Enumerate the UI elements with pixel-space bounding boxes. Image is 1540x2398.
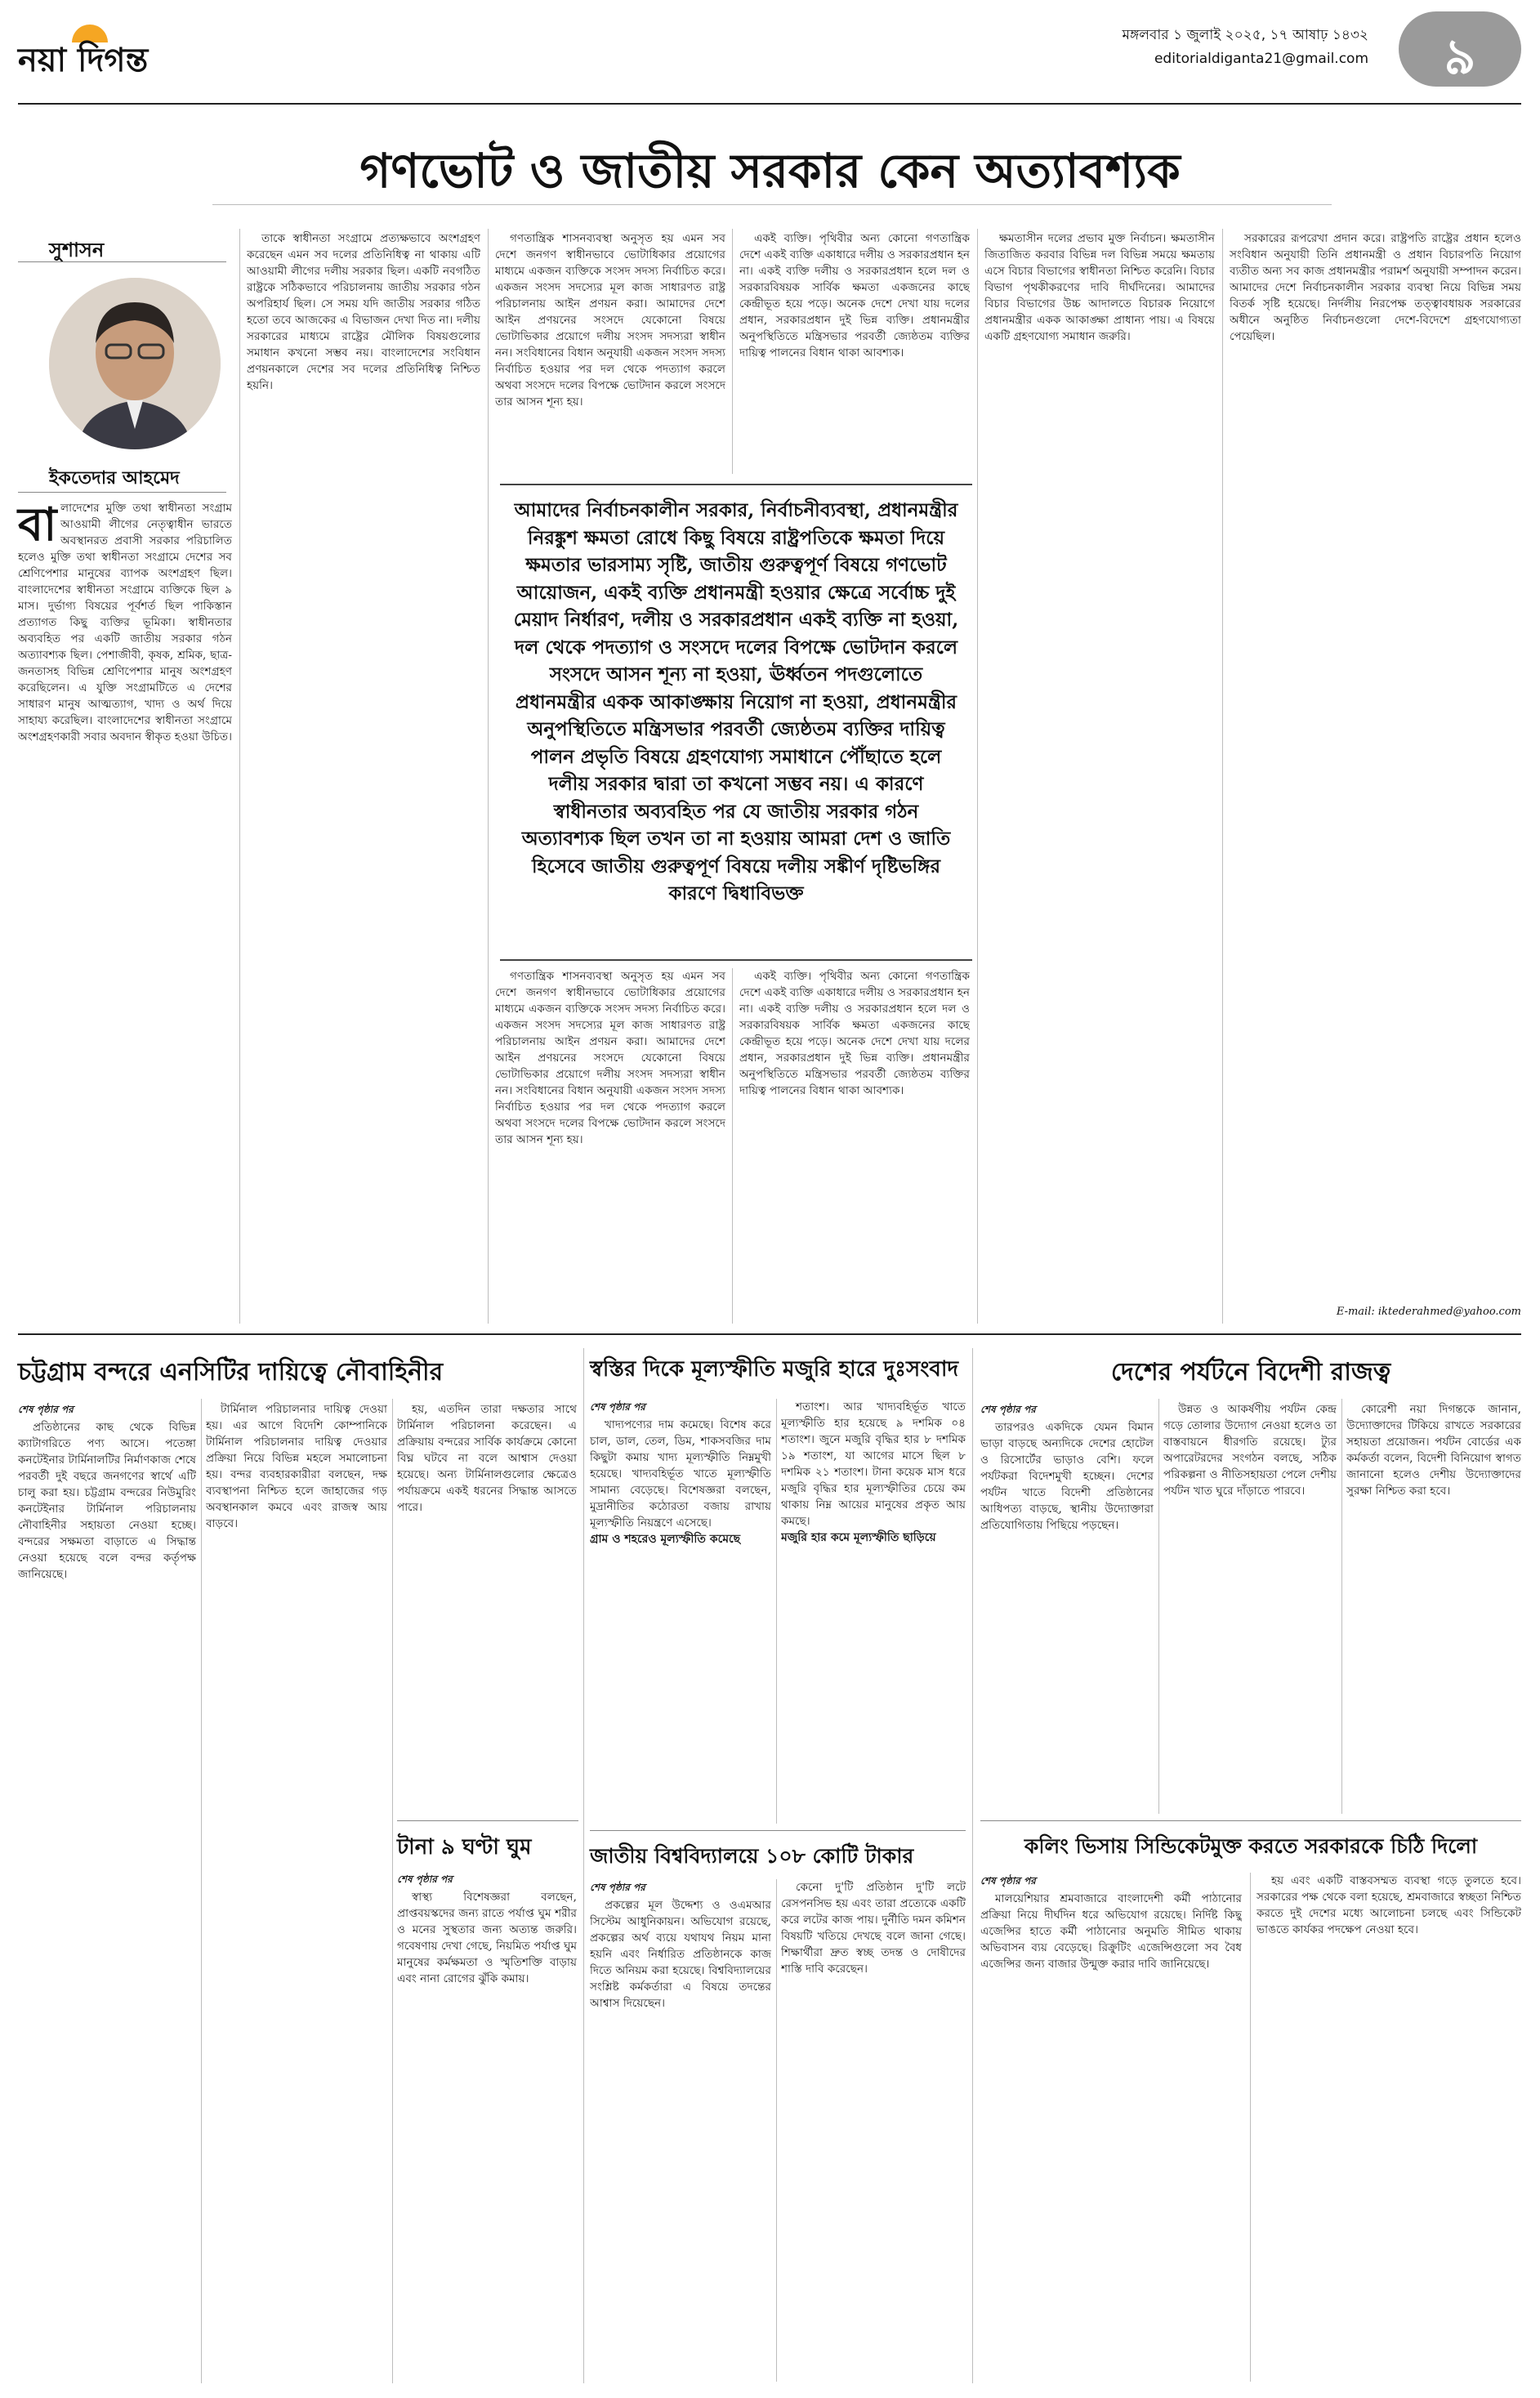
column-divider xyxy=(732,968,733,1324)
section-rule xyxy=(18,1333,1521,1335)
pull-quote: আমাদের নির্বাচনকালীন সরকার, নির্বাচনীব্যবস্থা, প্রধানমন্ত্রীর নিরঙ্কুশ ক্ষমতা রোধে কিছু বিষয়ে রাষ্ট্রপতিকে ক্ষমতা দিয়ে ক্ষমতার ভারসাম্য সৃষ্টি, জাতীয় গুরুত্বপূর্ণ বিষয়ে গণভোট আয়োজন, একই ব্যক্তি প্রধানমন্ত্রী হওয়ার ক্ষেত্রে সর্বোচ্চ দুই মেয়াদ নির্ধারণ, দলীয় ও সরকারপ্রধান একই ব্যক্তি না হওয়া, দল থেকে পদত্যাগ ও সংসদে দলের বিপক্ষে ভোটদান করলে সংসদে আসন শূন্য না হওয়া, ঊর্ধ্বতন পদগুলোতে প্রধানমন্ত্রীর একক আকাঙ্ক্ষায় নিয়োগ না হওয়া, প্রধানমন্ত্রীর অনুপস্থিতিতে মন্ত্রিসভার পরবর্তী জ্যেষ্ঠতম ব্যক্তির দায়িত্ব পালন প্রভৃতি বিষয়ে গ্রহণযোগ্য সমাধানে পৌঁছাতে হলে দলীয় সরকার দ্বারা তা কখনো সম্ভব নয়। এ কারণে স্বাধীনতার অব্যবহিত পর যে জাতীয় সরকার গঠন অত্যাবশ্যক ছিল তখন তা না হওয়ায় আমরা দেশ ও জাতি হিসেবে জাতীয় গুরুত্বপূর্ণ বিষয়ে দলীয় সঙ্কীর্ণ দৃষ্টিভঙ্গির কারণে দ্বিধাবিভক্ত xyxy=(513,499,959,904)
article-text: তাকে স্বাধীনতা সংগ্রামে প্রত্যক্ষভাবে অংশগ্রহণ করেছেন এমন সব দলের প্রতিনিধিত্ব না থাকায় এটি আওয়ামী লীগের দলীয় সরকার ছিল। একটি নবগঠিত রাষ্ট্রকে সঠিকভাবে পরিচালনায় জাতীয় সরকার গঠন অপরিহার্য ছিল। সে সময় যদি জাতীয় সরকার গঠিত হতো তবে আজকের এ বিভাজন দেখা দিত না। দলীয় সরকারের মাধ্যমে রাষ্ট্রের মৌলিক বিষয়গুলোর সমাধান কখনো সম্ভব নয়। বাংলাদেশের সংবিধান প্রণয়নকালে দেশের সব দলের প্রতিনিধিত্ব নিশ্চিত হয়নি। xyxy=(247,232,480,392)
news-text: উন্নত ও আকর্ষণীয় পর্যটন কেন্দ্র গড়ে তোলার উদ্যোগ নেওয়া হলেও তা বাস্তবায়নে ধীরগতি রয়েছে। ট্যুর অপারেটরদের সংগঠন বলছে, সঠিক পরিকল্পনা ও নীতিসহায়তা পেলে দেশীয় পর্যটন খাত ঘুরে দাঁড়াতে পারবে। xyxy=(1163,1403,1337,1498)
column-divider xyxy=(1158,1399,1159,1814)
date-line: মঙ্গলবার ১ জুলাই ২০২৫, ১৭ আষাঢ় ১৪৩২ xyxy=(1122,27,1368,43)
article-text: একই ব্যক্তি। পৃথিবীর অন্য কোনো গণতান্ত্রিক দেশে একই ব্যক্তি একাধারে দলীয় ও সরকারপ্রধান হন না। একই ব্যক্তি দলীয় ও সরকারপ্রধান হলে দল ও সরকারবিষয়ক সার্বিক ক্ষমতা একজনের কাছে কেন্দ্রীভূত হয়ে পড়ে। অনেক দেশে দেখা যায় দলের প্রধান, সরকারপ্রধান দুই ভিন্ন ব্যক্তি। প্রধানমন্ত্রীর অনুপস্থিতিতে মন্ত্রিসভার পরবর্তী জ্যেষ্ঠতম ব্যক্তির দায়িত্ব পালনের বিধান থাকা আবশ্যক। xyxy=(739,970,970,1097)
news-text: টার্মিনাল পরিচালনার দায়িত্ব দেওয়া হয়। এর আগে বিদেশি কোম্পানিকে টার্মিনাল পরিচালনার দায়িত্ব দেওয়ার প্রক্রিয়া নিয়ে বিভিন্ন মহলে সমালোচনা হয়। বন্দর ব্যবহারকারীরা বলছেন, দক্ষ ব্যবস্থাপনা নিশ্চিত হলে জাহাজের গড় অবস্থানকাল কমবে এবং রাজস্ব আয় বাড়বে। xyxy=(206,1403,387,1530)
news-headline-visa[interactable]: কলিং ভিসায় সিন্ডিকেটমুক্ত করতে সরকারকে চিঠি দিলো xyxy=(1024,1834,1478,1858)
article-column-3b xyxy=(495,968,725,1321)
article-text: ক্ষমতাসীন দলের প্রভাব মুক্ত নির্বাচন। ক্ষমতাসীন জিতাজিত করবার বিভিন্ন দল বিভিন্ন সময়ে ক্ষমতায় এসে বিচার বিভাগের স্বাধীনতা নিশ্চিত করেনি। বিচার বিভাগ পৃথকীকরণের দাবি দীর্ঘদিনের। আমাদের বিচার বিভাগের উচ্চ আদালতে বিচারক নিয়োগে প্রধানমন্ত্রীর একক আকাঙ্ক্ষা প্রাধান্য পায়। এ বিষয়ে একটি গ্রহণযোগ্য সমাধান জরুরি। xyxy=(984,232,1215,343)
news-inflation-col-1 xyxy=(590,1399,771,1824)
drop-cap: বা xyxy=(18,498,57,551)
news-text: শতাংশ। আর খাদ্যবহির্ভূত খাতে মূল্যস্ফীতি হার হয়েছে ৯ দশমিক ০৪ শতাংশ। জুনে মজুরি বৃদ্ধির হার ৮ দশমিক ১৯ শতাংশ, যা আগের মাসে ছিল ৮ দশমিক ২১ শতাংশ। টানা কয়েক মাস ধরে মজুরি বৃদ্ধির হার মূল্যস্ফীতির চেয়ে কম থাকায় নিম্ন আয়ের মানুষের প্রকৃত আয় কমছে। xyxy=(781,1400,966,1528)
newspaper-logo[interactable] xyxy=(18,16,222,79)
column-divider xyxy=(392,1399,393,2383)
article-text: সরকারের রূপরেখা প্রদান করে। রাষ্ট্রপতি রাষ্ট্রের প্রধান হলেও সংবিধান অনুযায়ী তিনি প্রধানমন্ত্রী ও প্রধান বিচারপতি নিয়োগ ব্যতীত অন্য সব কাজ প্রধানমন্ত্রীর পরামর্শ অনুযায়ী সম্পাদন করেন। আমাদের দেশে নির্বাচনকালীন সরকার ব্যবস্থা নিয়ে বিভিন্ন সময় বিতর্ক সৃষ্টি হয়েছে। নির্দলীয় নিরপেক্ষ তত্ত্বাবধায়ক সরকারের অধীনে অনুষ্ঠিত নির্বাচনগুলো দেশে-বিদেশে গ্রহণযোগ্যতা পেয়েছিল। xyxy=(1230,232,1521,343)
article-text: গণতান্ত্রিক শাসনব্যবস্থা অনুসৃত হয় এমন সব দেশে জনগণ স্বাধীনভাবে ভোটাধিকার প্রয়োগের মাধ্যমে একজন ব্যক্তিকে সংসদ সদস্য নির্বাচিত করে। একজন সংসদ সদস্যের মূল কাজ সাধারণত রাষ্ট্র পরিচালনায় আইন প্রণয়ন করা। আমাদের দেশে আইন প্রণয়নের সংসদে যেকোনো বিষয়ে ভোটাভিকার প্রয়োগে দলীয় সংসদ সদস্যরা স্বাধীন নন। সংবিধানের বিধান অনুযায়ী একজন সংসদ সদস্য নির্বাচিত হওয়ার পর দল থেকে পদত্যাগ করলে অথবা সংসদে দলের বিপক্ষে ভোটদান করলে সংসদে তার আসন শূন্য হয়। xyxy=(495,970,725,1146)
news-port-col-1 xyxy=(18,1401,196,2382)
news-university-col-2 xyxy=(781,1879,966,2382)
news-text: মালয়েশিয়ার শ্রমবাজারে বাংলাদেশী কর্মী পাঠানোর প্রক্রিয়া নিয়ে দীর্ঘদিন ধরে অভিযোগ রয়েছে। নির্দিষ্ট কিছু এজেন্সির হাতে কর্মী পাঠানোর অনুমতি সীমিত থাকায় অভিবাসন ব্যয় বেড়েছে। রিক্রুটিং এজেন্সিগুলো সব বৈধ এজেন্সির জন্য বাজার উন্মুক্ত করার দাবি জানিয়েছে। xyxy=(980,1892,1242,1971)
news-subheading: গ্রাম ও শহরেও মূল্যস্ফীতি কমেছে xyxy=(590,1533,741,1546)
headline-underline xyxy=(212,204,1332,205)
column-divider xyxy=(1222,229,1223,1324)
article-text: লাদেশের মুক্তি তথা স্বাধীনতা সংগ্রাম আওয়ামী লীগের নেতৃত্বাধীন ভারতে অবস্থানরত প্রবাসী সরকার পরিচালিত হলেও মুক্তি তথা স্বাধীনতা সংগ্রামে দেশের সব শ্রেণিপেশার মানুষের ব্যাপক অংশগ্রহণ ছিল। বাংলাদেশের স্বাধীনতা সংগ্রামে ব্যক্তিকে ছিল ৯ মাস। দুর্ভাগ্য বিষয়ের পূর্বশর্ত ছিল পাকিস্তান প্রত্যাগত কিছু ব্যক্তির ভূমিকা। স্বাধীনতার অব্যবহিত পর একটি জাতীয় সরকার গঠন অত্যাবশ্যক ছিল। পেশাজীবী, কৃষক, শ্রমিক, ছাত্র-জনতাসহ বিভিন্ন শ্রেণিপেশার মানুষ অংশগ্রহণ করেছিলেন। এ যুক্তি সংগ্রামটিতে এ দেশের সাধারণ মানুষ আত্মত্যাগ, খাদ্য ও অর্থ দিয়ে সাহায্য করেছিল। বাংলাদেশের স্বাধীনতা সংগ্রামে অংশগ্রহণকারী সবার অবদান স্বীকৃত হওয়া উচিত। xyxy=(18,502,232,744)
article-column-3 xyxy=(495,230,725,476)
news-text: তারপরও একদিকে যেমন বিমান ভাড়া বাড়ছে অন্যদিকে দেশের হোটেল ও রিসোর্টের ভাড়াও বেশি। ফলে পর্যটকরা বিদেশমুখী হচ্ছেন। দেশের পর্যটন খাতে বিদেশী প্রতিষ্ঠানের আধিপত্য বাড়ছে, স্থানীয় উদ্যোক্তারা প্রতিযোগিতায় পিছিয়ে পড়ছেন। xyxy=(980,1421,1154,1532)
article-column-5 xyxy=(984,230,1215,1321)
author-photo xyxy=(49,278,221,449)
column-divider xyxy=(1250,1873,1251,2382)
news-port-col-2 xyxy=(206,1401,387,2382)
column-name: সুশাসন xyxy=(49,238,105,261)
column-divider xyxy=(977,229,978,1324)
author-email[interactable]: E-mail: iktederahmed@yahoo.com xyxy=(1336,1306,1521,1318)
column-divider xyxy=(583,1348,584,2383)
news-sleep-col xyxy=(397,1871,577,2382)
jump-label: শেষ পৃষ্ঠার পর xyxy=(980,1875,1036,1887)
article-column-4b xyxy=(739,968,970,1321)
news-text: প্রতিষ্ঠানের কাছ থেকে বিভিন্ন ক্যাটাগরিতে পণ্য আসে। পতেঙ্গা কনটেইনার টার্মিনালটির নির্মাণকাজ শেষে পরবর্তী দুই বছরে জনগণের স্বার্থে এটি চালু করা হয়। চট্টগ্রাম বন্দরের নিউমুরিং কনটেইনার টার্মিনাল পরিচালনায় নৌবাহিনীর সহায়তা নেওয়া হচ্ছে। বন্দরের সক্ষমতা বাড়াতে এ সিদ্ধান্ত নেওয়া হয়েছে বলে বন্দর কর্তৃপক্ষ জানিয়েছে। xyxy=(18,1421,196,1581)
author-rule xyxy=(18,492,226,493)
column-divider xyxy=(201,1399,202,2383)
news-rule xyxy=(397,1820,578,1821)
news-inflation-col-2 xyxy=(781,1399,966,1824)
jump-label: শেষ পৃষ্ঠার পর xyxy=(980,1404,1036,1415)
news-headline-port[interactable]: চট্টগ্রাম বন্দরে এনসিটির দায়িত্বে নৌবাহিনীর xyxy=(18,1358,444,1387)
article-text: গণতান্ত্রিক শাসনব্যবস্থা অনুসৃত হয় এমন সব দেশে জনগণ স্বাধীনভাবে ভোটাধিকার প্রয়োগের মাধ্যমে একজন ব্যক্তিকে সংসদ সদস্য নির্বাচিত করে। একজন সংসদ সদস্যের মূল কাজ সাধারণত রাষ্ট্র পরিচালনায় আইন প্রণয়ন করা। আমাদের দেশে আইন প্রণয়নের সংসদে যেকোনো বিষয়ে ভোটাভিকার প্রয়োগে দলীয় সংসদ সদস্যরা স্বাধীন নন। সংবিধানের বিধান অনুযায়ী একজন সংসদ সদস্য নির্বাচিত হওয়ার পর দল থেকে পদত্যাগ করলে অথবা সংসদে দলের বিপক্ষে ভোটদান করলে সংসদে তার আসন শূন্য হয়। xyxy=(495,232,725,409)
news-text: খাদ্যপণ্যের দাম কমেছে। বিশেষ করে চাল, ডাল, তেল, ডিম, শাকসবজির দাম কিছুটা কমায় খাদ্য মূল্যস্ফীতি নিম্নমুখী হয়েছে। খাদ্যবহির্ভূত খাতে মূল্যস্ফীতি সামান্য বেড়েছে। বিশেষজ্ঞরা বলছেন, মুদ্রানীতির কঠোরতা বজায় রাখায় মূল্যস্ফীতি নিয়ন্ত্রণে এসেছে। xyxy=(590,1418,771,1529)
masthead xyxy=(0,0,1540,98)
news-visa-col-2 xyxy=(1257,1873,1521,2382)
news-subheading: মজুরি হার কমে মূল্যস্ফীতি ছাড়িয়ে xyxy=(781,1531,936,1544)
news-rule xyxy=(590,1830,966,1831)
article-column-2 xyxy=(247,230,480,1321)
news-headline-university[interactable]: জাতীয় বিশ্ববিদ্যালয়ে ১০৮ কোটি টাকার xyxy=(590,1844,914,1868)
jump-label: শেষ পৃষ্ঠার পর xyxy=(590,1882,645,1893)
news-text: কোরেশী নয়া দিগন্তকে জানান, উদ্যোক্তাদের টিকিয়ে রাখতে সরকারের সহায়তা প্রয়োজন। পর্যটন বোর্ডের এক কর্মকর্তা বলেন, বিদেশী বিনিয়োগ স্বাগত জানানো হলেও দেশীয় উদ্যোক্তাদের সুরক্ষা নিশ্চিত করা হবে। xyxy=(1346,1403,1521,1498)
news-tourism-col-2 xyxy=(1163,1401,1337,1814)
logo-text: নয়া দিগন্ত xyxy=(18,42,149,79)
news-headline-sleep[interactable]: টানা ৯ ঘণ্টা ঘুম xyxy=(397,1835,532,1860)
news-text: স্বাস্থ্য বিশেষজ্ঞরা বলছেন, প্রাপ্তবয়স্কদের জন্য রাতে পর্যাপ্ত ঘুম শরীর ও মনের সুস্থতার জন্য অত্যন্ত জরুরি। গবেষণায় দেখা গেছে, নিয়মিত পর্যাপ্ত ঘুম মানুষের কর্মক্ষমতা ও স্মৃতিশক্তি বাড়ায় এবং নানা রোগের ঝুঁকি কমায়। xyxy=(397,1891,577,1985)
column-divider xyxy=(732,229,733,474)
column-name-rule xyxy=(18,261,226,262)
jump-label: শেষ পৃষ্ঠার পর xyxy=(590,1401,645,1413)
masthead-rule xyxy=(18,103,1521,105)
article-text: একই ব্যক্তি। পৃথিবীর অন্য কোনো গণতান্ত্রিক দেশে একই ব্যক্তি একাধারে দলীয় ও সরকারপ্রধান হন না। একই ব্যক্তি দলীয় ও সরকারপ্রধান হলে দল ও সরকারবিষয়ক সার্বিক ক্ষমতা একজনের কাছে কেন্দ্রীভূত হয়ে পড়ে। অনেক দেশে দেখা যায় দলের প্রধান, সরকারপ্রধান দুই ভিন্ন ব্যক্তি। প্রধানমন্ত্রীর অনুপস্থিতিতে মন্ত্রিসভার পরবর্তী জ্যেষ্ঠতম ব্যক্তির দায়িত্ব পালনের বিধান থাকা আবশ্যক। xyxy=(739,232,970,359)
editorial-email[interactable]: editorialdiganta21@gmail.com xyxy=(1154,51,1368,67)
pull-quote-box xyxy=(500,484,972,961)
news-headline-tourism[interactable]: দেশের পর্যটনে বিদেশী রাজত্ব xyxy=(1110,1358,1391,1387)
column-divider xyxy=(239,229,240,1324)
article-column-6 xyxy=(1230,230,1521,1256)
column-divider xyxy=(776,1399,777,1824)
news-tourism-col-3 xyxy=(1346,1401,1521,1814)
news-text: হয়, এতদিন তারা দক্ষতার সাথে টার্মিনাল পরিচালনা করেছেন। এ প্রক্রিয়ায় বন্দরের সার্বিক কার্যক্রমে কোনো বিঘ্ন ঘটবে না বলে আশ্বাস দেওয়া হয়েছে। অন্য টার্মিনালগুলোর ক্ষেত্রেও পর্যায়ক্রমে একই ধরনের সিদ্ধান্ত আসতে পারে। xyxy=(397,1403,577,1514)
column-divider xyxy=(488,229,489,1324)
column-divider xyxy=(1341,1399,1342,1814)
news-university-col-1 xyxy=(590,1879,771,2382)
news-text: প্রকল্পের মূল উদ্দেশ্য ও ওএমআর সিস্টেম আধুনিকায়ন। অভিযোগ রয়েছে, প্রকল্পের অর্থ ব্যয়ে যথাযথ নিয়ম মানা হয়নি এবং নির্ধারিত প্রতিষ্ঠানকে কাজ দিতে অনিয়ম করা হয়েছে। বিশ্ববিদ্যালয়ের সংশ্লিষ্ট কর্মকর্তারা এ বিষয়ে তদন্তের আশ্বাস দিয়েছেন। xyxy=(590,1899,771,2010)
jump-label: শেষ পৃষ্ঠার পর xyxy=(397,1873,453,1885)
news-headline-inflation[interactable]: স্বস্তির দিকে মূল্যস্ফীতি মজুরি হারে দুঃসংবাদ xyxy=(590,1357,959,1382)
author-name: ইকতেদার আহমেদ xyxy=(49,467,180,489)
news-rule xyxy=(980,1820,1521,1821)
news-text: হয় এবং একটি বাস্তবসম্মত ব্যবস্থা গড়ে তুলতে হবে। সরকারের পক্ষ থেকে বলা হয়েছে, শ্রমবাজারে স্বচ্ছতা নিশ্চিত করতে দুই দেশের মধ্যে আলোচনা চলছে এবং সিন্ডিকেট ভাঙতে কার্যকর পদক্ষেপ নেওয়া হবে। xyxy=(1257,1874,1521,1936)
page-number: ৯ xyxy=(1444,29,1476,86)
news-text: কেনো দু'টি প্রতিষ্ঠান দু'টি লটে রেসপনসিভ হয় এবং তারা প্রত্যেকে একটি করে লটের কাজ পায়। দুর্নীতি দমন কমিশন বিষয়টি খতিয়ে দেখছে বলে জানা গেছে। শিক্ষার্থীরা দ্রুত স্বচ্ছ তদন্ত ও দোষীদের শাস্তি দাবি করেছেন। xyxy=(781,1881,966,1976)
page-number-badge xyxy=(1399,11,1521,87)
main-headline[interactable]: গণভোট ও জাতীয় সরকার কেন অত্যাবশ্যক xyxy=(359,143,1181,199)
article-column-1 xyxy=(18,500,232,1321)
article-column-4 xyxy=(739,230,970,476)
jump-label: শেষ পৃষ্ঠার পর xyxy=(18,1404,74,1415)
author-portrait-icon xyxy=(49,278,221,449)
news-port-col-3 xyxy=(397,1401,577,1810)
news-tourism-col-1 xyxy=(980,1401,1154,1814)
news-visa-col-1 xyxy=(980,1873,1242,2382)
column-divider xyxy=(776,1879,777,2382)
